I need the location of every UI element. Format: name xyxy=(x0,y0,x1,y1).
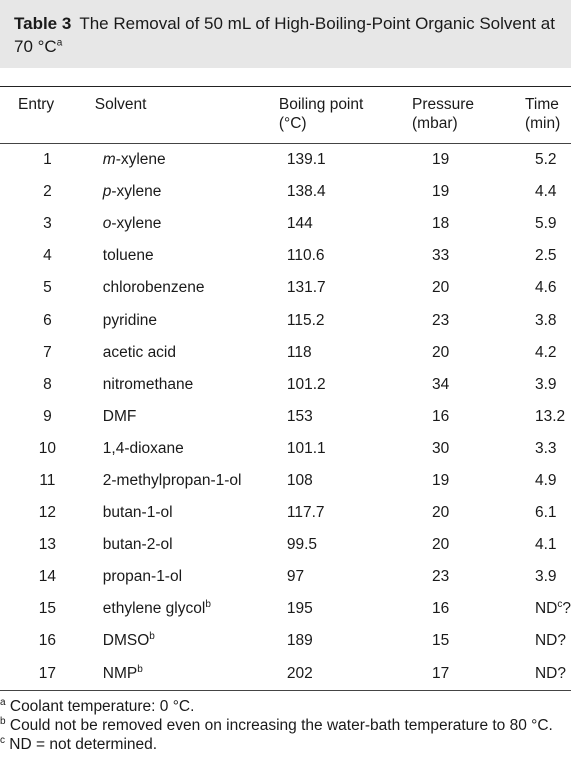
time-value: 3.8 xyxy=(534,311,557,329)
cell-solvent xyxy=(95,240,279,272)
footnote-mark: b xyxy=(149,631,155,643)
cell-entry: 7 xyxy=(43,343,52,361)
cell-time xyxy=(525,208,571,240)
footnote-text: ND = not determined. xyxy=(5,735,158,753)
footnote-mark: c xyxy=(0,734,5,746)
header-solvent: Solvent xyxy=(95,87,279,144)
time-value: 4.6 xyxy=(534,279,557,297)
cell-pressure: 33 xyxy=(432,247,450,265)
table-row xyxy=(0,272,571,304)
cell-solvent xyxy=(95,625,279,657)
footnote-text: Could not be removed even on increasing the water-bath temperature to 80 °C. xyxy=(5,716,553,734)
caption-footnote-mark: a xyxy=(56,37,63,49)
cell-pressure: 30 xyxy=(432,439,450,457)
footnote-mark: c xyxy=(557,599,563,611)
cell-entry: 4 xyxy=(43,247,52,265)
cell-pressure: 19 xyxy=(432,151,450,169)
cell-entry: 12 xyxy=(38,504,56,522)
time-value: 5.9 xyxy=(534,215,557,233)
cell-entry: 8 xyxy=(43,375,52,393)
cell-solvent xyxy=(95,144,279,177)
cell-time xyxy=(525,497,571,529)
cell-solvent xyxy=(95,465,279,497)
cell-pressure: 16 xyxy=(432,407,450,425)
cell-boiling-point: 108 xyxy=(286,471,313,489)
cell-entry: 15 xyxy=(38,600,56,618)
cell-time xyxy=(525,433,571,465)
cell-boiling-point: 118 xyxy=(286,343,312,361)
solvent-name: pyridine xyxy=(102,311,158,329)
cell-solvent xyxy=(95,529,279,561)
time-value: 3.9 xyxy=(534,568,557,586)
cell-boiling-point: 139.1 xyxy=(286,151,326,169)
cell-entry: 6 xyxy=(43,311,52,329)
solvent-name: DMF xyxy=(102,407,137,425)
time-value: 3.3 xyxy=(534,439,557,457)
solvent-name: butan-1-ol xyxy=(102,504,173,522)
solvent-name: acetic acid xyxy=(102,343,176,361)
cell-boiling-point: 97 xyxy=(286,568,305,586)
cell-entry: 9 xyxy=(43,407,52,425)
header-entry: Entry xyxy=(0,87,95,144)
cell-time xyxy=(525,658,571,690)
cell-solvent xyxy=(95,401,279,433)
footnote xyxy=(0,735,571,754)
table-row xyxy=(0,433,571,465)
cell-boiling-point: 195 xyxy=(286,600,313,618)
table-row xyxy=(0,337,571,369)
cell-pressure: 19 xyxy=(432,183,450,201)
cell-pressure: 34 xyxy=(432,375,450,393)
table-label: Table 3 xyxy=(14,14,72,33)
cell-pressure: 19 xyxy=(432,471,450,489)
cell-time xyxy=(525,144,571,177)
solvent-name: NMP xyxy=(102,664,138,682)
time-value: ND? xyxy=(534,632,566,650)
cell-solvent xyxy=(95,304,279,336)
solvent-name: 2-methylpropan-1-ol xyxy=(102,471,242,489)
table-row xyxy=(0,401,571,433)
header-pressure: Pressure (mbar) xyxy=(412,87,525,144)
table-row xyxy=(0,529,571,561)
time-suffix: ? xyxy=(562,600,571,618)
table-row xyxy=(0,593,571,625)
cell-time xyxy=(525,593,571,625)
table-row xyxy=(0,240,571,272)
cell-solvent xyxy=(95,561,279,593)
cell-time xyxy=(525,465,571,497)
cell-solvent xyxy=(95,658,279,690)
cell-pressure: 20 xyxy=(432,504,450,522)
cell-pressure: 20 xyxy=(432,536,450,554)
cell-solvent xyxy=(95,208,279,240)
solvent-name: nitromethane xyxy=(102,375,194,393)
cell-boiling-point: 115.2 xyxy=(286,311,325,329)
cell-boiling-point: 202 xyxy=(286,664,313,682)
cell-entry: 13 xyxy=(38,536,56,554)
cell-solvent xyxy=(95,433,279,465)
cell-solvent xyxy=(95,497,279,529)
time-value: ND? xyxy=(534,664,566,682)
cell-entry: 1 xyxy=(43,151,52,169)
solvent-name: -xylene xyxy=(111,215,162,233)
time-value: 4.4 xyxy=(534,183,557,201)
time-value: 5.2 xyxy=(534,151,557,169)
footnote xyxy=(0,716,571,735)
cell-time xyxy=(525,625,571,657)
cell-pressure: 23 xyxy=(432,311,450,329)
table-title: The Removal of 50 mL of High-Boiling-Point Organic Solvent at 70 °C xyxy=(14,14,555,56)
cell-entry: 11 xyxy=(39,471,56,489)
table-row xyxy=(0,208,571,240)
cell-solvent xyxy=(95,369,279,401)
cell-pressure: 20 xyxy=(432,279,450,297)
cell-solvent xyxy=(95,593,279,625)
cell-time xyxy=(525,304,571,336)
cell-boiling-point: 110.6 xyxy=(286,247,325,265)
time-value: 4.2 xyxy=(534,343,557,361)
table-row xyxy=(0,304,571,336)
solvent-name: chlorobenzene xyxy=(102,279,205,297)
footnote xyxy=(0,697,571,716)
time-value: ND xyxy=(534,600,558,618)
cell-entry: 17 xyxy=(38,664,56,682)
table-row xyxy=(0,176,571,208)
table-row xyxy=(0,625,571,657)
cell-pressure: 18 xyxy=(432,215,450,233)
cell-boiling-point: 99.5 xyxy=(286,536,318,554)
cell-boiling-point: 189 xyxy=(286,632,313,650)
header-time: Time (min) xyxy=(525,87,571,144)
time-value: 4.1 xyxy=(534,536,557,554)
table-row xyxy=(0,465,571,497)
cell-boiling-point: 144 xyxy=(286,215,313,233)
cell-pressure: 23 xyxy=(432,568,450,586)
cell-boiling-point: 117.7 xyxy=(286,504,325,522)
cell-boiling-point: 131.7 xyxy=(286,279,326,297)
cell-time xyxy=(525,561,571,593)
cell-pressure: 20 xyxy=(432,343,450,361)
cell-boiling-point: 101.2 xyxy=(286,375,326,393)
cell-boiling-point: 153 xyxy=(286,407,313,425)
time-value: 3.9 xyxy=(534,375,557,393)
header-row xyxy=(0,87,571,144)
cell-time xyxy=(525,369,571,401)
isomer-prefix: o xyxy=(102,215,112,233)
footnote-mark: b xyxy=(205,599,211,611)
cell-pressure: 15 xyxy=(432,632,450,650)
footnote-text: Coolant temperature: 0 °C. xyxy=(5,697,195,715)
cell-time xyxy=(525,337,571,369)
cell-entry: 10 xyxy=(38,439,56,457)
cell-solvent xyxy=(95,337,279,369)
table-caption xyxy=(0,0,571,68)
time-value: 2.5 xyxy=(534,247,557,265)
table-row xyxy=(0,369,571,401)
isomer-prefix: p xyxy=(102,183,112,201)
cell-pressure: 17 xyxy=(432,664,450,682)
footnotes xyxy=(0,691,571,754)
solvent-table xyxy=(0,87,571,690)
cell-boiling-point: 138.4 xyxy=(286,183,326,201)
time-value: 4.9 xyxy=(534,471,557,489)
cell-solvent xyxy=(95,272,279,304)
cell-entry: 5 xyxy=(43,279,52,297)
cell-time xyxy=(525,176,571,208)
cell-entry: 16 xyxy=(38,632,56,650)
solvent-name: -xylene xyxy=(115,151,166,169)
cell-solvent xyxy=(95,176,279,208)
isomer-prefix: m xyxy=(102,151,116,169)
footnote-mark: a xyxy=(0,696,6,708)
cell-entry: 2 xyxy=(43,183,52,201)
solvent-name: -xylene xyxy=(111,183,162,201)
cell-boiling-point: 101.1 xyxy=(286,439,326,457)
header-boiling-point: Boiling point (°C) xyxy=(279,87,412,144)
cell-time xyxy=(525,401,571,433)
time-value: 6.1 xyxy=(534,504,557,522)
cell-pressure: 16 xyxy=(432,600,450,618)
cell-time xyxy=(525,240,571,272)
cell-entry: 14 xyxy=(38,568,56,586)
table-row xyxy=(0,561,571,593)
footnote-mark: b xyxy=(0,715,6,727)
footnote-mark: b xyxy=(137,663,143,675)
table-row xyxy=(0,658,571,690)
solvent-name: 1,4-dioxane xyxy=(102,439,184,457)
solvent-name: butan-2-ol xyxy=(102,536,173,554)
table-row xyxy=(0,497,571,529)
solvent-name: toluene xyxy=(102,247,154,265)
solvent-name: propan-1-ol xyxy=(102,568,183,586)
solvent-name: ethylene glycol xyxy=(102,600,206,618)
table-row xyxy=(0,144,571,177)
solvent-name: DMSO xyxy=(102,632,150,650)
cell-time xyxy=(525,272,571,304)
time-value: 13.2 xyxy=(534,407,566,425)
cell-entry: 3 xyxy=(43,215,52,233)
cell-time xyxy=(525,529,571,561)
